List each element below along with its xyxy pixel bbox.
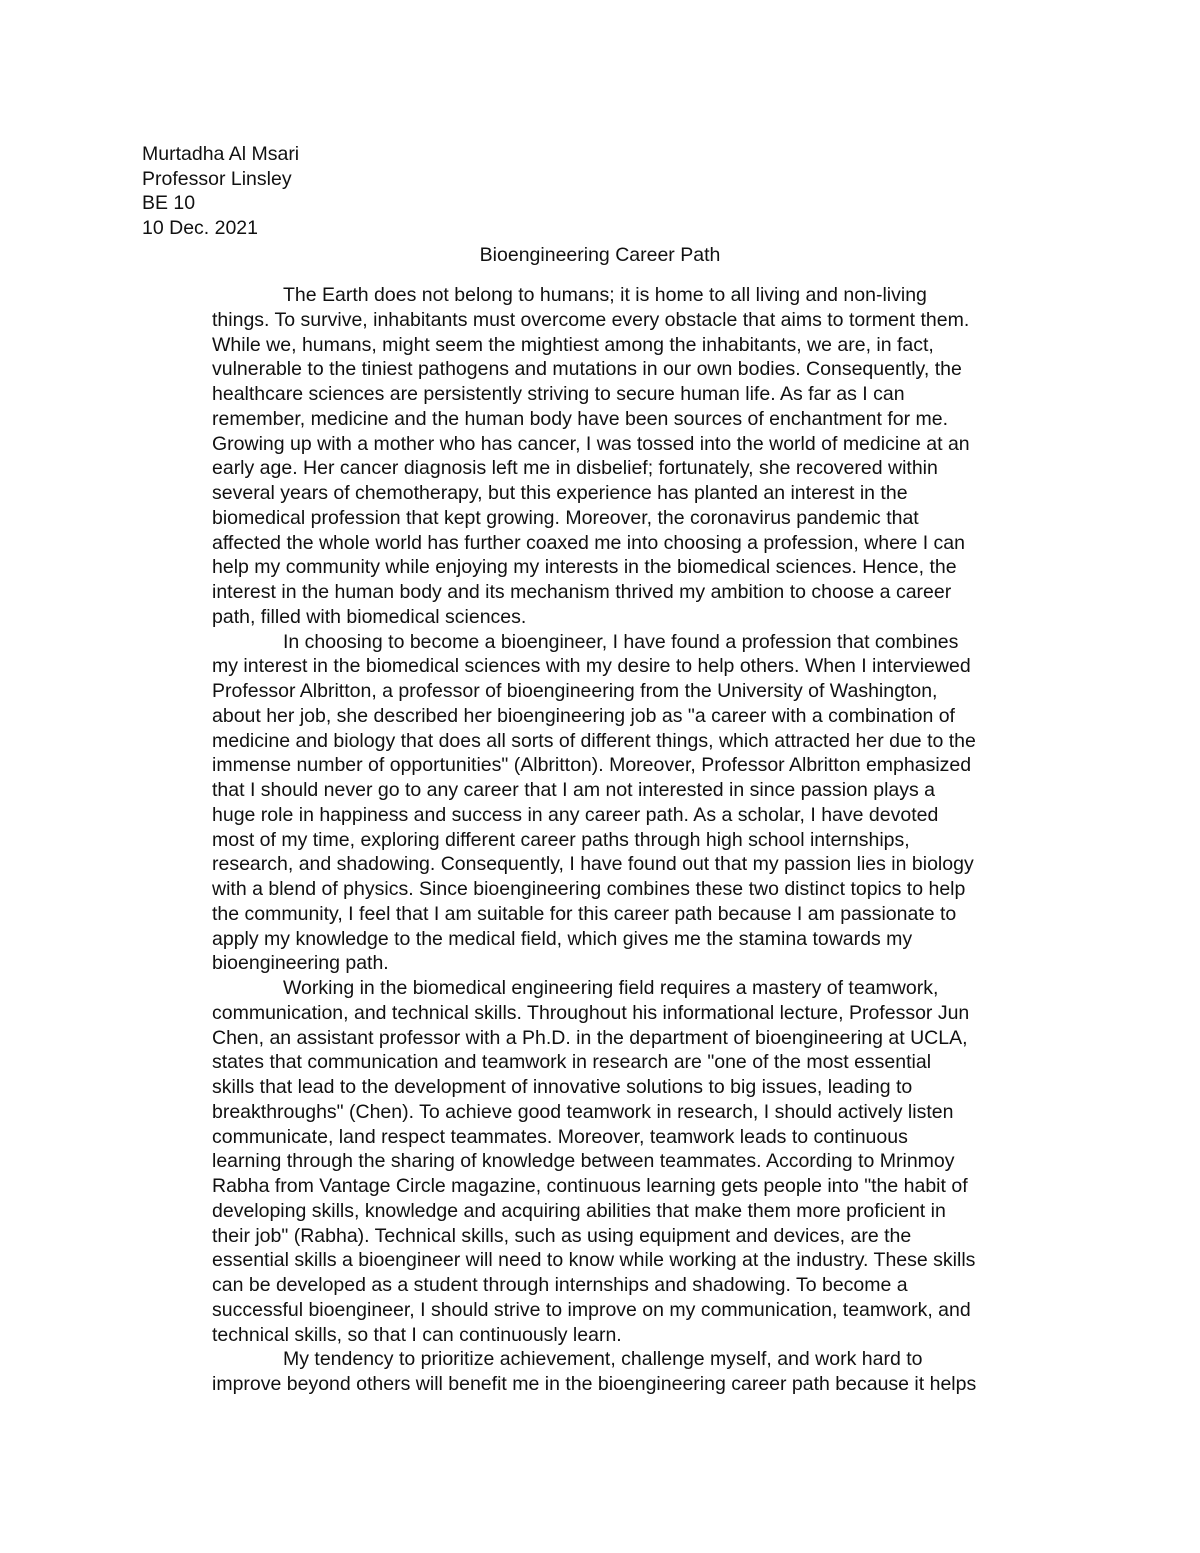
- header-block: [142, 142, 299, 240]
- body-text-line: early age. Her cancer diagnosis left me in disbelief; fortunately, she recovered within: [212, 457, 938, 480]
- body-text-line: healthcare sciences are persistently striving to secure human life. As far as I can: [212, 383, 905, 405]
- body-text-line: breakthroughs" (Chen). To achieve good teamwork in research, I should actively listen: [212, 1100, 954, 1123]
- body-text-line: path, filled with biomedical sciences.: [212, 605, 527, 628]
- body-text-line: biomedical profession that kept growing. Moreover, the coronavirus pandemic that: [212, 506, 919, 529]
- body-text-line: immense number of opportunities" (Albritton). Moreover, Professor Albritton emphasized: [212, 754, 972, 777]
- body-text-line: Growing up with a mother who has cancer, I was tossed into the world of medicine at an: [212, 432, 970, 455]
- body-text-line: states that communication and teamwork in research are "one of the most essential: [212, 1051, 932, 1074]
- body-text-line: my interest in the biomedical sciences with my desire to help others. When I interviewed: [212, 655, 971, 678]
- body-text-line: research, and shadowing. Consequently, I have found out that my passion lies in biology: [212, 853, 974, 876]
- body-text-line: My tendency to prioritize achievement, challenge myself, and work hard to: [283, 1348, 923, 1371]
- date: 10 Dec. 2021: [142, 216, 259, 239]
- body-text-line: successful bioengineer, I should strive to improve on my communication, teamwork, and: [212, 1298, 971, 1321]
- author-name: Murtadha Al Msari: [142, 143, 300, 165]
- body-text-line: about her job, she described her bioengineering job as "a career with a combination of: [212, 704, 955, 727]
- body-text-line: vulnerable to the tiniest pathogens and mutations in our own bodies. Consequently, the: [212, 358, 962, 381]
- body-text-line: skills that lead to the development of innovative solutions to big issues, leading to: [212, 1076, 913, 1098]
- body-text-line: remember, medicine and the human body have been sources of enchantment for me.: [212, 407, 949, 430]
- essay-body: [212, 283, 1062, 1397]
- body-text-line: can be developed as a student through internships and shadowing. To become a: [212, 1274, 908, 1296]
- body-text-line: communication, and technical skills. Throughout his informational lecture, Professor Jun: [212, 1001, 970, 1024]
- body-text-line: Professor Albritton, a professor of bioengineering from the University of Washington,: [212, 680, 938, 702]
- body-text-line: developing skills, knowledge and acquiring abilities that make them more proficient in: [212, 1199, 946, 1222]
- body-text-line: learning through the sharing of knowledge between teammates. According to Mrinmoy: [212, 1150, 955, 1173]
- body-text-line: with a blend of physics. Since bioengineering combines these two distinct topics to help: [212, 878, 966, 900]
- document-title: Bioengineering Career Path: [479, 244, 721, 266]
- body-text-line: the community, I feel that I am suitable for this career path because I am passionate to: [212, 902, 957, 925]
- body-text-line: things. To survive, inhabitants must overcome every obstacle that aims to torment them.: [212, 308, 970, 331]
- body-text-line: medicine and biology that does all sorts of different things, which attracted her due to the: [212, 729, 976, 752]
- body-text-line: In choosing to become a bioengineer, I have found a profession that combines: [283, 630, 959, 653]
- body-text-line: help my community while enjoying my interests in the biomedical sciences. Hence, the: [212, 556, 957, 579]
- body-text-line: Rabha from Vantage Circle magazine, continuous learning gets people into "the habit of: [212, 1175, 968, 1197]
- body-text-line: huge role in happiness and success in any career path. As a scholar, I have devoted: [212, 803, 939, 826]
- body-text-line: essential skills a bioengineer will need to know while working at the industry. These skills: [212, 1249, 976, 1272]
- body-text-line: that I should never go to any career that I am not interested in since passion plays a: [212, 779, 936, 801]
- body-text-line: their job" (Rabha). Technical skills, such as using equipment and devices, are the: [212, 1224, 912, 1247]
- body-text-line: bioengineering path.: [212, 952, 389, 975]
- body-text-line: affected the whole world has further coaxed me into choosing a profession, where I can: [212, 531, 965, 554]
- body-text-line: Chen, an assistant professor with a Ph.D. in the department of bioengineering at UCLA,: [212, 1026, 968, 1049]
- body-text-line: apply my knowledge to the medical field, which gives me the stamina towards my: [212, 927, 913, 950]
- body-text-line: improve beyond others will benefit me in the bioengineering career path because it helps: [212, 1373, 977, 1395]
- body-text-line: The Earth does not belong to humans; it is home to all living and non-living: [283, 284, 927, 306]
- body-text-line: technical skills, so that I can continuously learn.: [212, 1323, 622, 1346]
- body-text-line: communicate, land respect teammates. Moreover, teamwork leads to continuous: [212, 1125, 908, 1148]
- professor-name: Professor Linsley: [142, 167, 292, 190]
- body-text-line: most of my time, exploring different career paths through high school internships,: [212, 828, 910, 851]
- body-text-line: interest in the human body and its mechanism thrived my ambition to choose a career: [212, 581, 952, 603]
- body-text-line: Working in the biomedical engineering field requires a mastery of teamwork,: [283, 977, 939, 999]
- body-text-line: While we, humans, might seem the mightiest among the inhabitants, we are, in fact,: [212, 333, 934, 356]
- body-text-line: several years of chemotherapy, but this experience has planted an interest in the: [212, 482, 908, 504]
- course-name: BE 10: [142, 192, 196, 214]
